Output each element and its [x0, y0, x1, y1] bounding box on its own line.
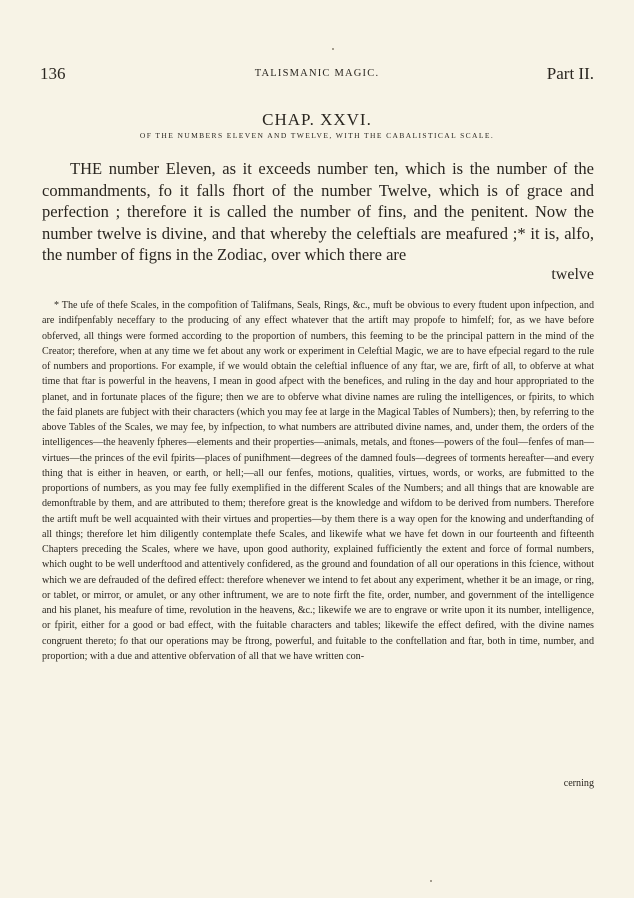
chapter-subtitle: OF THE NUMBERS ELEVEN AND TWELVE, WITH THE CABALISTICAL SCALE. — [139, 131, 495, 140]
footnote: * The ufe of thefe Scales, in the compofition of Talifmans, Seals, Rings, &c., muft be obvious to every ftudent upon infpection, and are indifpenfably neceffary to the producing of any effect whatever that the artift may propofe to himfelf; for, as we have before obferved, all things were formed according to the proportion of numbers, this feeming to be the principal pattern in the mind of the Creator; therefore, when at any time we fet about any work or experiment in Celeftial Magic, we are to have efpecial regard to the rule of numbers and proportions. For example, if we would obtain the celeftial influence of any ftar, we are, firft of all, to obferve at what time that ftar is powerful in the heavens, I mean in good afpect with the benefices, and ruling in the day and hour appropriated to the planet, and in fortunate places of the figure; then we are to obferve what divine names are ruling the intelligences, or fpirits, to which the faid planets are fubject with their characters (which you may fee at large in the Magical Tables of Numbers); then, by referring to the above Tables of the Scales, we may fee, by infpection, to what numbers are attributed divine names, and, under them, the orders of the intelligences—the heavenly fpheres—elements and their properties—animals, metals, and ftones—powers of the foul—fenfes of man—virtues—the princes of the evil fpirits—places of punifhment—degrees of the damned fouls—degrees of torments hereafter—and every thing that is either in heaven, or earth, or hell;—all our fenfes, motions, qualities, virtues, words, or works, are fubmitted to the proportions of numbers, as you may fee fully exemplified in the different Scales of the Numbers; and all things that are knowable are demonftrable by them, and are attributed to them; therefore great is the knowledge and wifdom to be derived from numbers. Therefore the artift muft be well acquainted with their virtues and properties—by them there is a way open for the knowing and underftanding of all things; therefore let him diligently contemplate thefe Scales, and likewife what we have fet down in our fourteenth and fifteenth Chapters preceding the Scales, where we have, upon good authority, explained fufficiently the extent and force of formal numbers, which ought to be well underftood and attentively confidered, as the ground and foundation of all our operations in this fcience, without which we are defrauded of the defired effect: therefore whenever we intend to fet about any experiment, whether it be an image, or ring, or tablet, or mirror, or amulet, or any other inftrument, we are to note firft the fite, order, number, and government of the intelligence and his planet, his meafure of time, revolution in the heavens, &c.; likewife we are to engrave or write upon it its number, intelligence, or fpirit, either for a good or bad effect, with the fuitable characters and tables; likewife the effect defired, with the divine names congruent thereto; fo that our operations may be ftrong, powerful, and fuitable to the conftellation and ftar, both in time, number, and proportion; with a due and attentive obfervation of all that we have written con- — [42, 300, 594, 662]
footnote-catchword: cerning — [563, 778, 594, 789]
running-title: TALISMANIC MAGIC. — [254, 68, 380, 79]
page-number: 136 — [40, 64, 66, 83]
paper-speck — [430, 880, 432, 882]
chapter-title: CHAP. XXVI. — [262, 110, 372, 129]
paper-speck — [332, 48, 334, 50]
page-header — [40, 64, 594, 88]
catchword: twelve — [551, 266, 594, 283]
body-paragraph: THE number Eleven, as it exceeds number ten, which is the number of the commandments, fo it falls fhort of the number Twelve, which is of grace and perfection ; therefore it is called the number of fins, and the penitent. Now the number twelve is divine, and that whereby the celeftials are meafured ;* it is, alfo, the number of figns in the Zodiac, over which there are — [42, 159, 594, 264]
part-label: Part II. — [546, 64, 594, 83]
